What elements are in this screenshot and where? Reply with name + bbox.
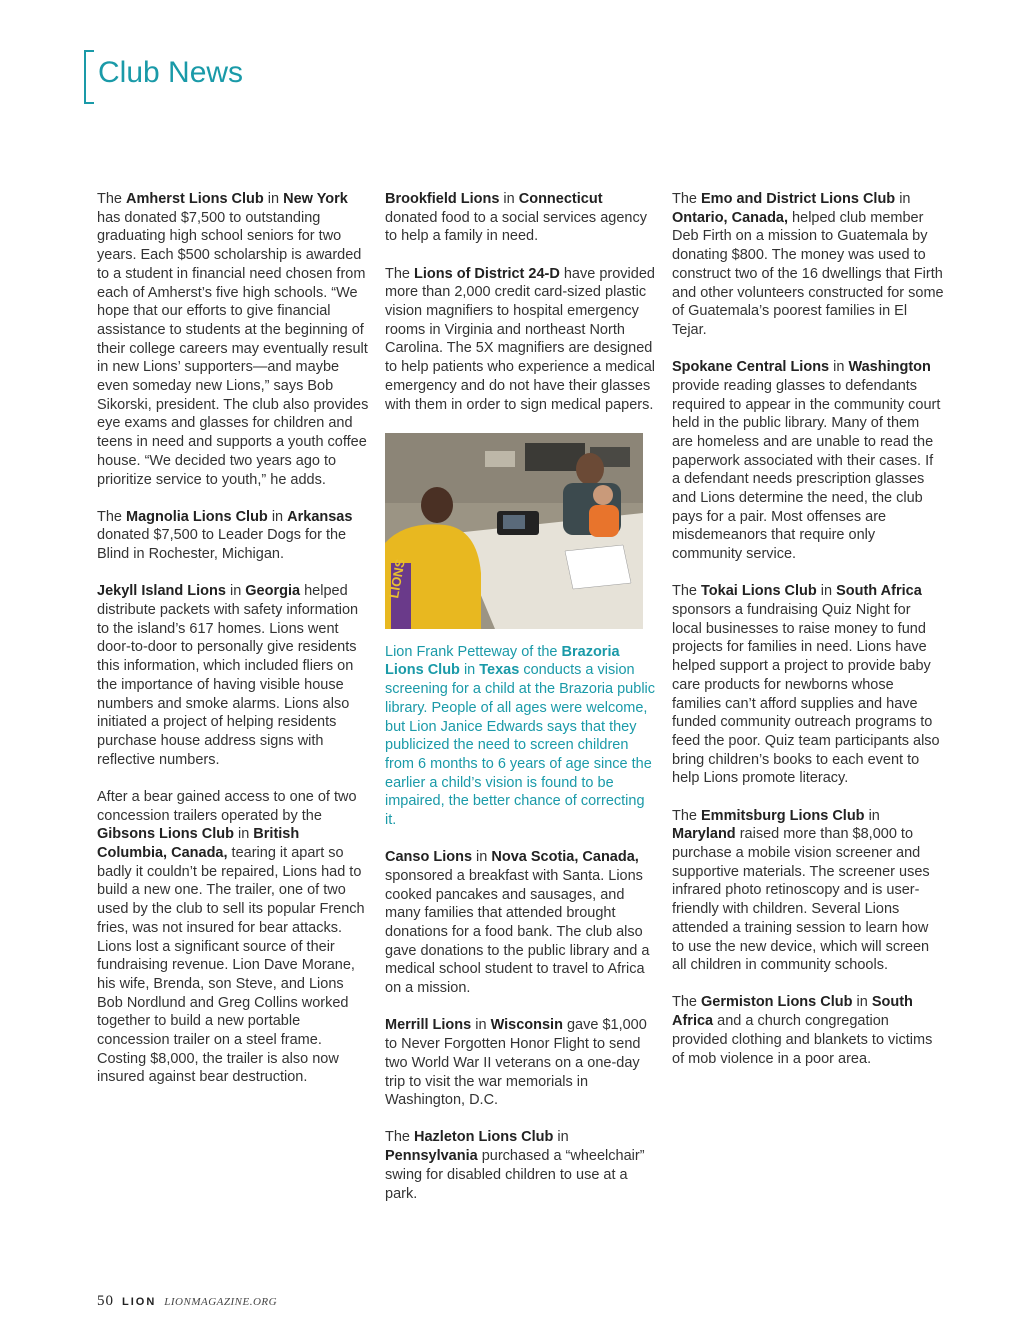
text-run: in [864,807,880,824]
text-run: gave $1,000 to Never Forgotten Honor Flight to send two World War II veterans on a one-day trip to visit the war memorials in Washington, D.C. [385,1017,647,1109]
bold-name: Ontario, Canada, [672,209,789,226]
article-paragraph [97,190,369,489]
text-run: in [895,191,911,207]
bold-name: Nova Scotia, Canada, [491,849,639,866]
bold-name: Germiston Lions Club [701,994,853,1011]
text-run: and a church congregation provided clothing and blankets to victims of mob violence in a poor area. [672,1013,933,1067]
bold-name: Washington [848,359,931,376]
text-run: in [816,583,837,600]
bold-name: Lions of District 24-D [414,265,560,282]
text-run: conducts a vision screening for a child at the Brazoria public library. People of all ages were welcome, but Lion Janice Edwards says that they publicized the need to screen children from 6 months to 6 years of age since the earlier a child’s vision is found to be impaired, the better chance of correcting it. [385,662,656,829]
article-paragraph [385,848,657,998]
column-2-bottom [385,848,657,1203]
section-title: Club News [98,56,244,89]
column-3 [672,190,944,1087]
bold-name: Pennsylvania [385,1148,478,1165]
bold-name: Emmitsburg Lions Club [701,807,865,824]
article-paragraph [385,190,657,246]
text-run: sponsors a fundraising Quiz Night for local businesses to raise money to fund projects for families in need. Lions have helped support a project to provide baby care products for newborns whose families can’t afford supplies and have funded community outreach programs to feed the poor. Quiz team participants also bring children’s books to each event to help Lions promote literacy. [672,602,940,787]
bold-name: Canso Lions [385,849,473,866]
vest-text: LIONS [386,557,408,600]
text-run: in [459,662,480,679]
text-run: in [225,583,246,600]
text-run: has donated $7,500 to outstanding graduating high school seniors for two years. Each $500 scholarship is awarded to a student in financial need chosen from each of Amherst’s five high schools. “We hope that our efforts to give financial assistance to students at the beginning of their college careers may eventually result in new Lions’ supporters—and maybe even someday new Lions,” says Bob Sikorski, president. The club also provides eye exams and glasses for children and teens in need and supports a youth coffee house. “We decided two years ago to prioritize service to youth,” he adds. [97,209,369,488]
text-run: The [97,508,127,525]
bold-name: Texas [479,662,520,679]
photo-illustration [385,433,643,629]
text-run: in [499,191,519,207]
text-run: sponsored a breakfast with Santa. Lions cooked pancakes and sausages, and many families that attended brought donations for a food bank. The club also gave donations to the public library and a medical school student to travel to Africa on a mission. [385,867,650,997]
bold-name: Emo and District Lions Club [701,191,896,207]
text-run: in [471,1017,491,1034]
article-paragraph [672,190,944,340]
text-run: Lion Frank Petteway of the [385,643,562,660]
bold-name: Brookfield Lions [385,191,500,207]
bold-name: Magnolia Lions Club [126,508,268,525]
bold-name: Georgia [245,583,301,600]
text-run: purchased a “wheelchair” swing for disabled children to use at a park. [385,1148,645,1202]
bold-name: Connecticut [518,191,603,207]
bracket-decoration [84,50,94,104]
text-run: The [672,807,702,824]
bold-name: Maryland [672,826,736,843]
article-paragraph [672,582,944,788]
text-run: helped distribute packets with safety information to the island’s 617 homes. Lions went door-to-door to personally give residents this information, which included fliers on the importance of having visible house numbers and smoke alarms. Lions also initiated a project of helping residents purchase house address signs with reflective numbers. [97,583,359,768]
text-run: donated food to a social services agency to help a family in need. [385,209,647,245]
text-run: have provided more than 2,000 credit card-sized plastic vision magnifiers to hospital emergency rooms in Virginia and northeast North Carolina. The 5X magnifiers are designed to help patients who experience a medical emergency and do not have their glasses with them in order to sign medical papers. [385,265,656,413]
bold-name: South Africa [836,583,922,600]
page-footer [97,1293,277,1313]
bold-name: Spokane Central Lions [672,359,830,376]
text-run: in [829,359,849,376]
bold-name: Jekyll Island Lions [97,583,226,600]
column-1 [97,190,369,1106]
text-run: The [672,191,702,207]
text-run: raised more than $8,000 to purchase a mobile vision screener and supportive materials. The screener uses infrared photo retinoscopy and is user-friendly with children. Several Lions attended a training session to learn how to use the new device, which will screen all children in community schools. [672,826,930,974]
bold-name: Tokai Lions Club [701,583,817,600]
website: LIONMAGAZINE.ORG [164,1296,278,1308]
text-run: The [97,191,127,207]
article-paragraph [385,1128,657,1203]
text-run: in [263,191,284,207]
bold-name: Merrill Lions [385,1017,472,1034]
column-2 [385,190,657,1222]
page-number: 50 [97,1293,114,1309]
text-run: The [385,265,415,282]
text-run: in [553,1129,569,1146]
bold-name: Wisconsin [490,1017,563,1034]
bold-name: New York [283,191,348,207]
text-run: The [672,994,702,1011]
article-paragraph [672,358,944,564]
bold-name: British Columbia, Canada, [97,826,300,861]
article-paragraph [385,265,657,415]
text-run: in [233,826,254,843]
text-run: donated $7,500 to Leader Dogs for the Blind in Rochester, Michigan. [97,527,347,563]
text-run: After a bear gained access to one of two concession trailers operated by the [97,788,357,824]
bold-name: Brazoria Lions Club [385,643,620,679]
text-run: The [672,583,702,600]
bold-name: Arkansas [287,508,353,525]
bold-name: South Africa [672,994,913,1030]
text-run: tearing it apart so badly it couldn’t be repaired, Lions had to build a new one. The trailer, one of two used by the club to sell its popular French fries, was not insured for bear attacks. Lions lost a significant source of their fundraising revenue. Lion Dave Morane, his wife, Brenda, son Steve, and Lions Bob Nordlund and Greg Collins worked together to build a new portable concession trailer on a steel frame. Costing $8,000, the trailer is also now insured against bear destruction. [97,845,365,1086]
photo-caption [385,643,657,830]
text-run: The [385,1129,415,1146]
article-paragraph [672,807,944,975]
text-run: in [852,994,872,1011]
article-paragraph [385,1016,657,1110]
caption-text [385,643,657,830]
magazine-name: LION [122,1296,157,1308]
text-run: in [472,849,492,866]
text-run: helped club member Deb Firth on a mission to Guatemala by donating $800. The money was used to construct two of the 16 dwellings that Firth and other volunteers constructed for some of Guatemala’s poorest families in El Tejar. [672,209,944,338]
text-run: provide reading glasses to defendants required to appear in the community court held in the public library. Many of them are homeless and are unable to read the paperwork associated with their cases. If a defendant needs prescription glasses and Lions determine the need, the club pays for a pair. Most offenses are misdemeanors that require only community service. [672,377,941,563]
bold-name: Hazleton Lions Club [414,1129,554,1146]
article-paragraph [672,993,944,1068]
article-paragraph [97,508,369,564]
vision-screening-photo [385,433,643,629]
article-paragraph [97,788,369,1087]
bold-name: Amherst Lions Club [126,191,264,207]
column-2-top [385,190,657,414]
article-paragraph [97,582,369,769]
bold-name: Gibsons Lions Club [97,826,234,843]
text-run: in [267,508,288,525]
